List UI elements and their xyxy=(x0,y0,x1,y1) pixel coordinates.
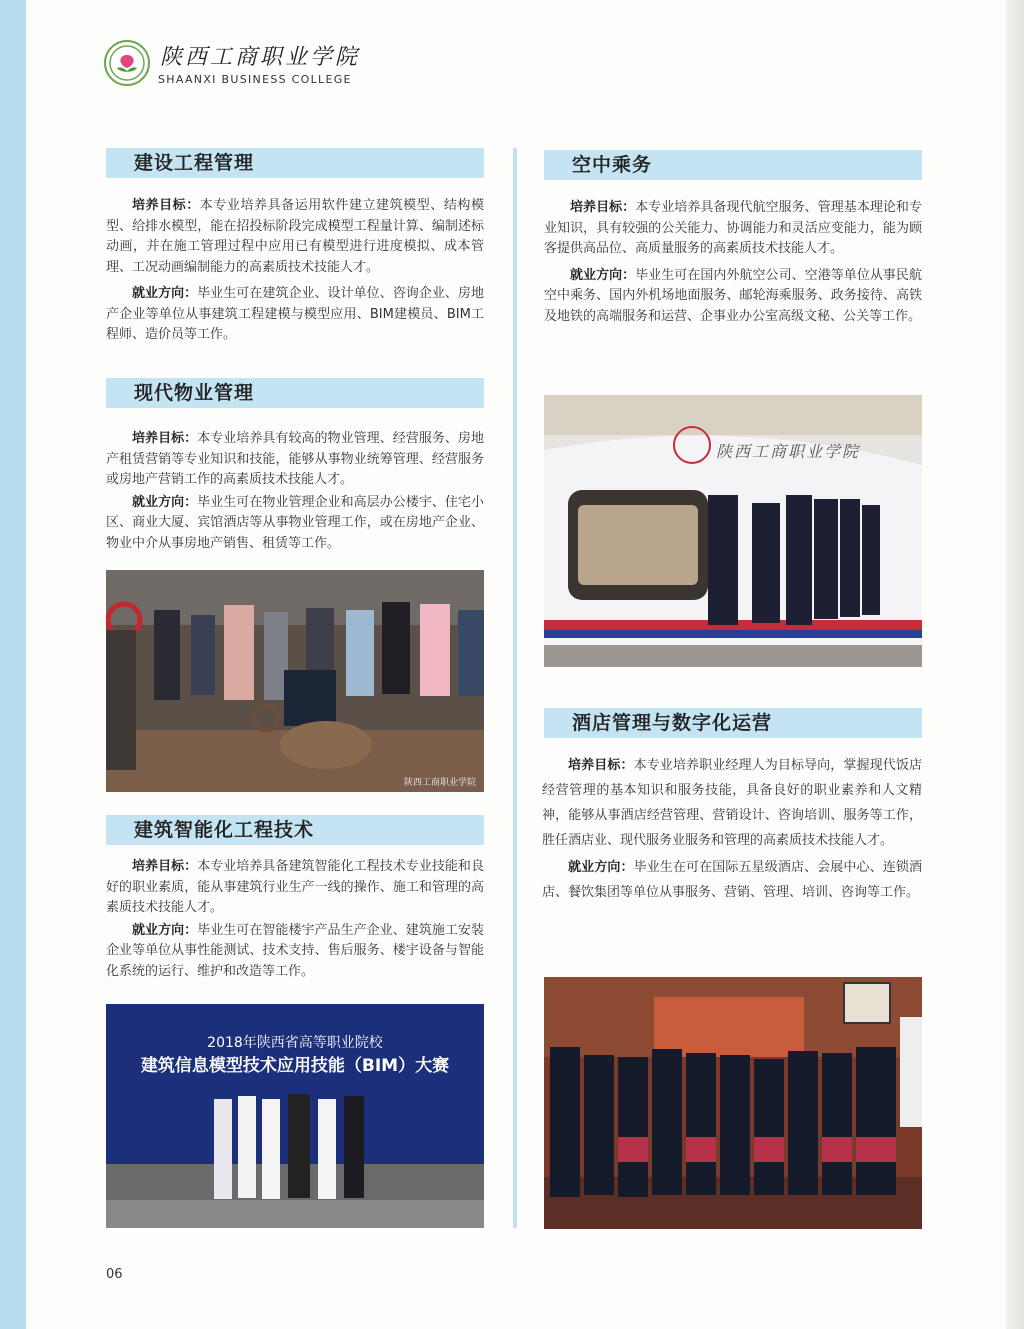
bim-competition-photo xyxy=(106,1004,484,1228)
section-heading-hotel: 酒店管理与数字化运营 xyxy=(544,708,922,738)
page-edge xyxy=(1006,0,1024,1329)
career-text: 毕业生可在物业管理企业和高层办公楼宇、住宅小区、商业大厦、宾馆酒店等从事物业管理工作，或在房地产企业、物业中介从事房地产销售、租赁等工作。 xyxy=(106,494,484,551)
train-college-text: 陕西工商职业学院 xyxy=(716,442,861,461)
career-paragraph xyxy=(542,855,922,905)
goal-text: 本专业培养具有较高的物业管理、经营服务、房地产租赁营销等专业知识和技能，能够从事物业统筹管理、经营服务或房地产营销工作的高素质技术技能人才。 xyxy=(106,431,484,487)
left-color-stripe xyxy=(0,0,26,1329)
column-divider xyxy=(513,148,517,1228)
career-label: 就业方向： xyxy=(132,494,198,510)
property-training-photo xyxy=(106,570,484,792)
section-body-construction xyxy=(106,196,484,346)
career-paragraph xyxy=(544,266,922,328)
banner-line-1: 2018年陕西省高等职业院校 xyxy=(207,1035,383,1051)
section-body-smart-building xyxy=(106,857,484,982)
goal-text: 本专业培养具备建筑智能化工程技术专业技能和良好的职业素质，能从事建筑行业生产一线的操作、施工和管理的高素质技术技能人才。 xyxy=(106,859,484,915)
career-text: 毕业生可在国内外航空公司、空港等单位从事民航空中乘务、国内外机场地面服务、邮轮海乘服务、政务接待、高铁及地铁的高端服务和运营、企事业办公室高级文秘、公关等工作。 xyxy=(544,267,922,324)
goal-paragraph xyxy=(106,196,484,278)
section-heading-smart-building: 建筑智能化工程技术 xyxy=(106,815,484,845)
career-text: 毕业生在可在国际五星级酒店、会展中心、连锁酒店、餐饮集团等单位从事服务、营销、管理、培训、咨询等工作。 xyxy=(542,860,922,900)
goal-label: 培养目标： xyxy=(132,859,198,874)
goal-paragraph xyxy=(106,429,484,491)
goal-label: 培养目标： xyxy=(568,758,634,773)
hotel-students-photo xyxy=(544,977,922,1229)
career-paragraph xyxy=(106,921,484,983)
career-paragraph xyxy=(106,284,484,346)
career-label: 就业方向： xyxy=(570,267,636,283)
goal-paragraph xyxy=(106,857,484,919)
goal-label: 培养目标： xyxy=(132,198,200,213)
career-label: 就业方向： xyxy=(132,922,198,938)
college-name-cn: 陕西工商职业学院 xyxy=(160,45,361,70)
section-body-flight xyxy=(544,198,922,327)
goal-label: 培养目标： xyxy=(570,200,636,215)
goal-paragraph xyxy=(542,753,922,853)
goal-text: 本专业培养职业经理人为目标导向，掌握现代饭店经营管理的基本知识和服务技能，具备良好的职业素养和人文精神，能够从事酒店经营管理、营销设计、咨询培训、服务等工作，胜任酒店业、现代服务业服务和管理的高素质技术技能人才。 xyxy=(542,758,922,848)
college-name-en: SHAANXI BUSINESS COLLEGE xyxy=(158,73,352,86)
goal-text: 本专业培养具备现代航空服务、管理基本理论和专业知识，具有较强的公关能力、协调能力和灵活应变能力，能为顾客提供高品位、高质量服务的高素质技术技能人才。 xyxy=(544,200,922,256)
college-logo-icon xyxy=(104,40,150,86)
goal-label: 培养目标： xyxy=(132,431,198,446)
section-body-hotel xyxy=(542,753,922,905)
goal-paragraph xyxy=(544,198,922,260)
section-heading-property: 现代物业管理 xyxy=(106,378,484,408)
career-label: 就业方向： xyxy=(568,860,634,875)
section-heading-construction: 建设工程管理 xyxy=(106,148,484,178)
career-text: 毕业生可在智能楼宇产品生产企业、建筑施工安装企业等单位从事性能测试、技术支持、售后服务、楼宇设备与智能化系统的运行、维护和改造等工作。 xyxy=(106,922,484,979)
page-number: 06 xyxy=(106,1267,123,1282)
career-paragraph xyxy=(106,493,484,555)
flight-attendant-photo xyxy=(544,395,922,667)
career-text: 毕业生可在建筑企业、设计单位、咨询企业、房地产企业等单位从事建筑工程建模与模型应用、BIM建模员、BIM工程师、造价员等工作。 xyxy=(106,286,484,342)
banner-line-2: 建筑信息模型技术应用技能（BIM）大赛 xyxy=(140,1056,450,1076)
section-body-property xyxy=(106,429,484,554)
goal-text: 本专业培养具备运用软件建立建筑模型、结构模型、给排水模型，能在招投标阶段完成模型工程量计算、编制述标动画，并在施工管理过程中应用已有模型进行进度模拟、成本管理、工况动画编制能力的高素质技术技能人才。 xyxy=(106,198,484,275)
career-label: 就业方向： xyxy=(132,286,198,301)
section-heading-flight: 空中乘务 xyxy=(544,150,922,180)
photo-watermark: 陕西工商职业学院 xyxy=(403,778,476,788)
